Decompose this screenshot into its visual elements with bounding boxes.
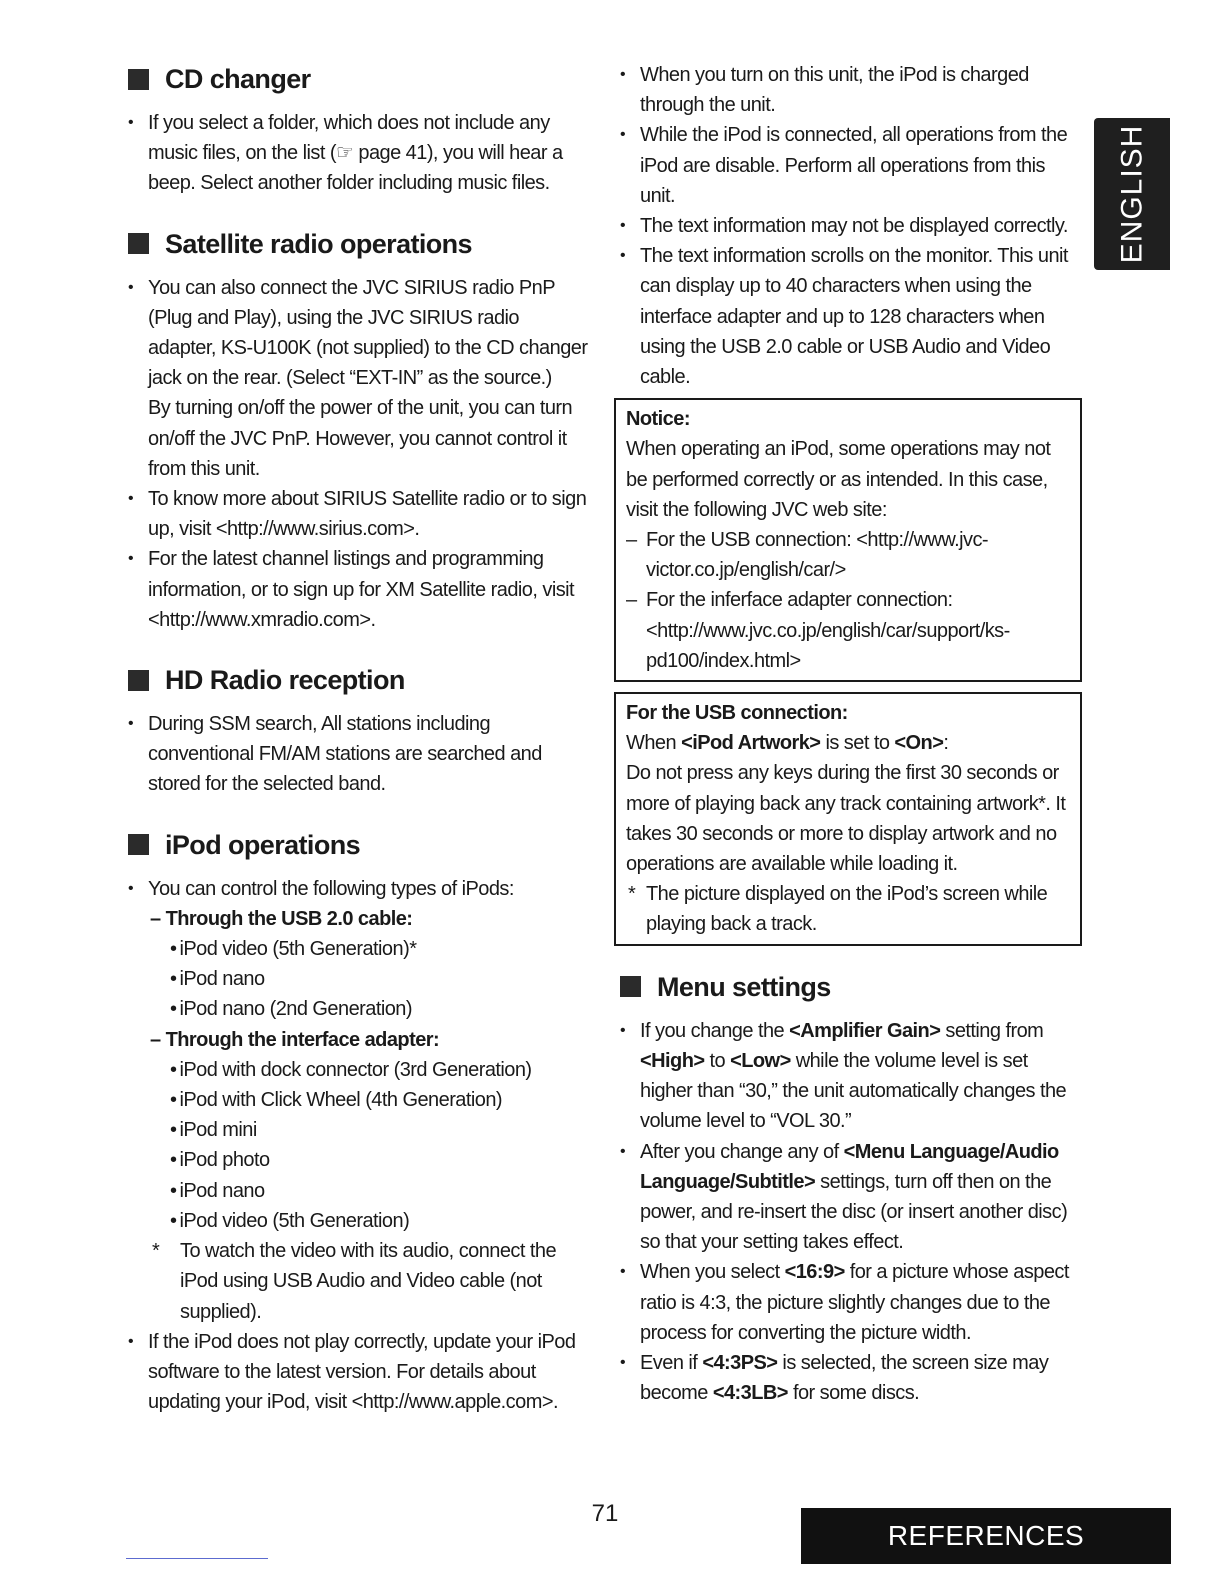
list-item: • iPod nano (170, 964, 590, 994)
notice-title: Notice: (626, 408, 690, 431)
text-run: is set to (820, 732, 895, 755)
page-number-text: 71 (591, 1500, 619, 1527)
section-cd-changer (128, 60, 590, 199)
text-run: to (704, 1049, 731, 1072)
square-bullet-icon (128, 834, 149, 855)
section-ipod-operations (128, 826, 590, 1418)
aspect-4-3lb-setting: <4:3LB> (712, 1382, 788, 1405)
list-item (128, 273, 590, 484)
text-run: setting from (940, 1019, 1044, 1042)
usb-connection-box (614, 692, 1082, 946)
paragraph: By turning on/off the power of the unit, you can turn on/off the JVC PnP. However, you cannot control it from this unit. (148, 397, 573, 480)
bullet-list (620, 1016, 1082, 1409)
interface-adapter-subheading: – Through the interface adapter: (150, 1028, 440, 1051)
high-setting: <High> (640, 1049, 705, 1072)
ipod-notes-list (620, 60, 1082, 392)
section-satellite-radio (128, 225, 590, 635)
footnote-text: The picture displayed on the iPod’s screen while playing back a track. (646, 883, 1048, 936)
language-setting: <Menu Language/Audio Language/Subtitle> (640, 1140, 1059, 1193)
aspect-16-9-setting: <16:9> (784, 1261, 845, 1284)
list-item: • If you select a folder, which does not include any music files, on the list (☞ page 41), you will hear a beep. Select another folder including music files. (128, 108, 590, 199)
list-item: • iPod video (5th Generation)* (170, 934, 590, 964)
list-item (128, 874, 590, 1327)
usb-cable-subheading: – Through the USB 2.0 cable: (150, 907, 413, 930)
footer-rule (126, 1558, 268, 1559)
list-item: • iPod photo (170, 1145, 590, 1175)
list-item (620, 1137, 1082, 1258)
text-run: is selected, the screen size may become (640, 1351, 1049, 1405)
section-title (620, 968, 1082, 1006)
text-run: Even if (640, 1351, 703, 1374)
list-item: • The text information scrolls on the monitor. This unit can display up to 40 characters when using the interface adapter and up to 128 characters when using the USB 2.0 cable or USB Audio and Video cable. (620, 241, 1082, 392)
asterisk: * (628, 883, 636, 906)
list-item: • While the iPod is connected, all operations from the iPod are disable. Perform all operations from this unit. (620, 120, 1082, 211)
adapter-link-text: For the inferface adapter connection: <http://www.jvc.co.jp/english/car/support/ks-pd100/index.html> (646, 589, 1010, 672)
list-item: • iPod with Click Wheel (4th Generation) (170, 1085, 590, 1115)
list-item: • The text information may not be displayed correctly. (620, 211, 1082, 241)
usb-box-title: For the USB connection: (626, 702, 848, 725)
square-bullet-icon (128, 69, 149, 90)
list-item: • During SSM search, All stations including conventional FM/AM stations are searched and stored for the selected band. (128, 709, 590, 800)
notice-link-adapter (626, 585, 1070, 676)
adapter-ipod-list (148, 1055, 590, 1236)
ipod-operations-heading: iPod operations (165, 829, 361, 860)
square-bullet-icon (128, 670, 149, 691)
references-label: REFERENCES (887, 1520, 1085, 1551)
footnote (626, 879, 1070, 939)
right-column (620, 60, 1082, 1434)
text-run: for a picture whose aspect ratio is 4:3, the picture slightly changes due to the process for converting the picture width. (640, 1261, 1069, 1344)
section-title (128, 661, 590, 699)
list-item: • iPod with dock connector (3rd Generation) (170, 1055, 590, 1085)
bullet-list (128, 709, 590, 800)
notice-box (614, 398, 1082, 682)
section-title (128, 225, 590, 263)
list-item: • When you turn on this unit, the iPod is charged through the unit. (620, 60, 1082, 120)
notice-text: When operating an iPod, some operations may not be performed correctly or as intended. In this case, visit the following JVC web site: (626, 438, 1051, 521)
square-bullet-icon (620, 976, 641, 997)
list-item: • iPod video (5th Generation) (170, 1206, 590, 1236)
references-footer-bar (801, 1508, 1171, 1564)
section-menu-settings (620, 968, 1082, 1409)
footnote (148, 1236, 590, 1327)
text-run: : (943, 732, 949, 755)
aspect-4-3ps-setting: <4:3PS> (702, 1351, 778, 1374)
text-run: while the volume level is set higher than “30,” the unit automatically changes the volume level to “VOL 30.” (640, 1049, 1067, 1133)
dash: – (626, 589, 637, 612)
list-item: • If the iPod does not play correctly, update your iPod software to the latest version. For details about updating your iPod, visit <http://www.apple.com>. (128, 1327, 590, 1418)
list-item (620, 1348, 1082, 1408)
usb-link-text: For the USB connection: <http://www.jvc-victor.co.jp/english/car/> (646, 529, 989, 582)
language-tab (1094, 118, 1170, 270)
text-run: settings, turn off then on the power, and re-insert the disc (or insert another disc) so that your setting takes effect. (640, 1170, 1068, 1254)
list-item: • iPod mini (170, 1115, 590, 1145)
text-run: When (626, 732, 682, 755)
square-bullet-icon (128, 233, 149, 254)
ipod-artwork-setting: <iPod Artwork> (681, 732, 821, 755)
section-title (128, 826, 590, 864)
asterisk: * (152, 1240, 160, 1263)
bullet-list (128, 108, 590, 199)
artwork-condition (626, 728, 1070, 758)
text-run: After you change any of (640, 1140, 844, 1163)
list-item: • To know more about SIRIUS Satellite radio or to sign up, visit <http://www.sirius.com>. (128, 484, 590, 544)
dash: – (626, 529, 637, 552)
footnote-text: To watch the video with its audio, connect the iPod using USB Audio and Video cable (not supplied). (180, 1240, 557, 1323)
menu-settings-heading: Menu settings (657, 971, 831, 1002)
list-item (620, 1016, 1082, 1137)
left-column (128, 60, 590, 1443)
text-run: When you select (640, 1261, 785, 1284)
list-item: • iPod nano (170, 1176, 590, 1206)
section-title (128, 60, 590, 98)
bullet-list (128, 273, 590, 635)
satellite-radio-heading: Satellite radio operations (165, 228, 472, 259)
paragraph: • You can control the following types of iPods: (148, 877, 514, 900)
hd-radio-heading: HD Radio reception (165, 665, 405, 696)
cd-changer-heading: CD changer (165, 64, 311, 94)
bullet-list (128, 874, 590, 1418)
usb-ipod-list (148, 934, 590, 1025)
list-item (620, 1257, 1082, 1348)
amplifier-gain-setting: <Amplifier Gain> (789, 1019, 941, 1042)
paragraph: • You can also connect the JVC SIRIUS radio PnP (Plug and Play), using the JVC SIRIUS radio adapter, KS-U100K (not supplied) to the CD changer jack on the rear. (Select “EXT-IN” as the source.) (148, 276, 588, 390)
text-run: for some discs. (787, 1382, 920, 1405)
list-item: • iPod nano (2nd Generation) (170, 994, 590, 1024)
low-setting: <Low> (730, 1049, 791, 1072)
list-item: • For the latest channel listings and programming information, or to sign up for XM Satellite radio, visit <http://www.xmradio.com>. (128, 544, 590, 635)
notice-link-usb (626, 525, 1070, 585)
usb-box-text: Do not press any keys during the first 30 seconds or more of playing back any track containing artwork*. It takes 30 seconds or more to display artwork and no operations are available while loading it. (626, 762, 1066, 876)
on-setting: <On> (894, 732, 944, 755)
language-tab-label: ENGLISH (1115, 124, 1148, 264)
text-run: If you change the (640, 1019, 790, 1042)
section-hd-radio (128, 661, 590, 800)
